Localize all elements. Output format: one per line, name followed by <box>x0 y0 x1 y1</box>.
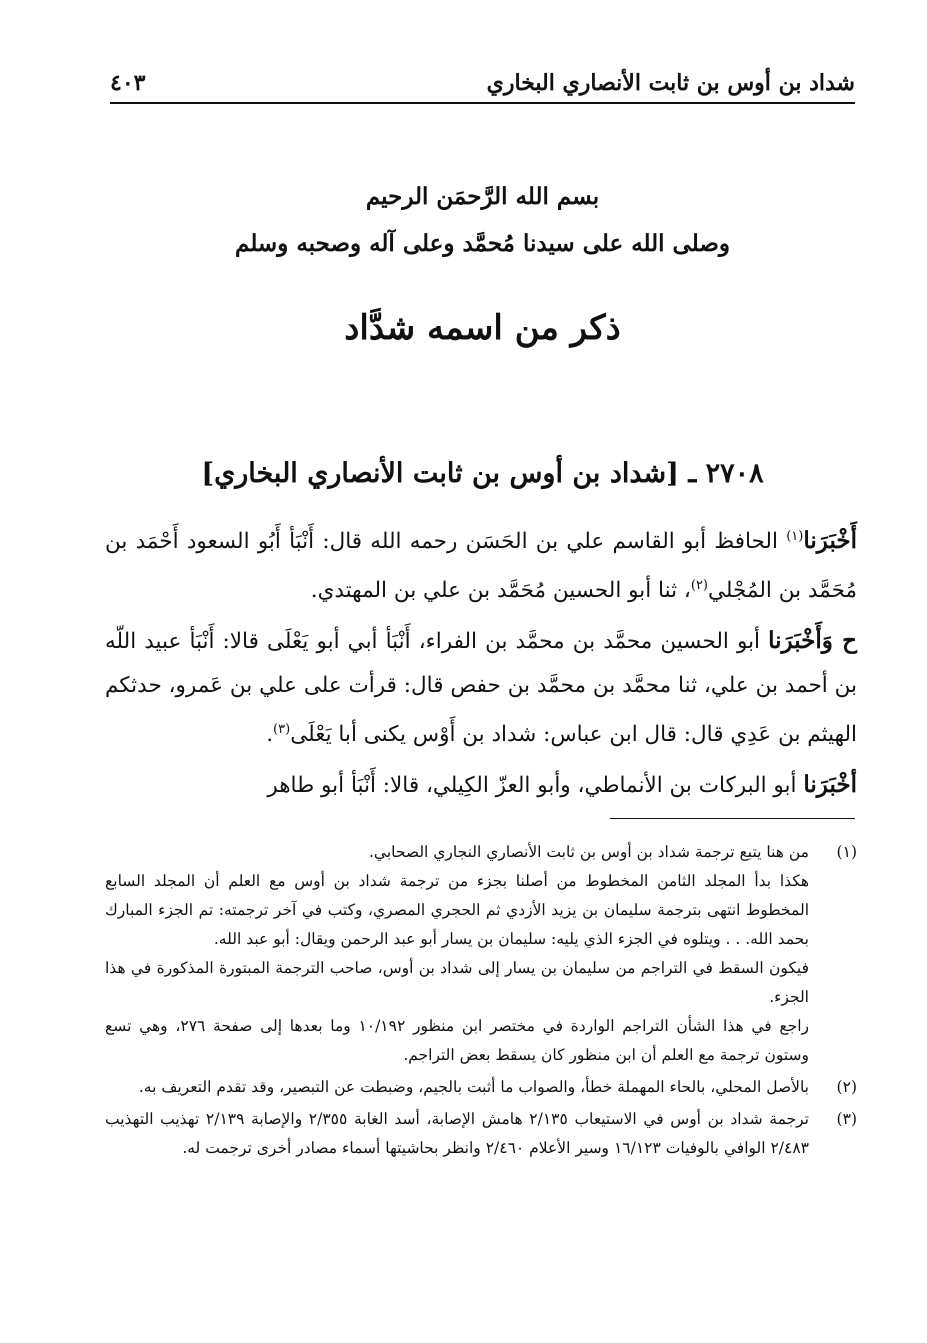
footnote-ref-2: (٢) <box>690 578 708 594</box>
page-number: ٤٠٣ <box>110 70 146 96</box>
footnote-1 <box>105 838 857 1070</box>
paragraph-1 <box>105 515 857 613</box>
paragraph-2-text-a: أبو الحسين محمَّد بن محمَّد بن الفراء، أَنْبَأ أبي أبو يَعْلَى قالا: أَنْبَأ عبيد اللّه بن أحمد بن علي، ثنا محمَّد بن محمَّد بن حفص قال: قرأت على علي بن عَمرو، حدثكم الهيثم بن عَدِي قال: قال ابن عباس: شداد بن أَوْس يكنى أبا يَعْلَى <box>105 629 857 748</box>
footnote-paragraph: هكذا بدأ المجلد الثامن المخطوط من أصلنا بجزء من ترجمة شداد بن أوس مع العلم أن المجلد السابع المخطوط انتهى بترجمة سليمان بن يزيد الأزدي ثم الحجري المصري، وكتب في آخر ترجمته: تم الجزء المبارك بحمد الله. . . ويتلوه في الجزء الذي يليه: سليمان بن يسار أبو عبد الرحمن ويقال: أبو عبد الله. <box>105 872 809 948</box>
paragraph-3 <box>105 763 857 808</box>
paragraph-1-text-a: الحافظ أبو القاسم علي بن الحَسَن رحمه الله قال: أَنْبَأ أَبُو السعود أَحْمَد بن مُحَمَّد بن المُجْلي <box>105 529 857 604</box>
blessing-line: وصلى الله على سيدنا مُحمَّد وعلى آله وصحبه وسلم <box>235 230 730 257</box>
paragraph-2-lead: ح وَأَخْبَرَنا <box>768 627 857 655</box>
footnotes <box>105 838 857 1166</box>
header-rule <box>110 102 855 104</box>
main-text <box>105 515 857 814</box>
footnote-ref-3: (٣) <box>273 722 291 738</box>
paragraph-1-lead: أَخْبَرَنا <box>803 527 857 555</box>
entry-title: ٢٧٠٨ ـ [شداد بن أوس بن ثابت الأنصاري البخاري] <box>201 458 764 489</box>
footnote-paragraph: راجع في هذا الشأن التراجم الواردة في مختصر ابن منظور ١٠/١٩٢ وما بعدها إلى صفحة ٢٧٦، وهي تسع وستون ترجمة مع العلم أن ابن منظور كان يسقط بعض التراجم. <box>105 1017 809 1064</box>
footnote-paragraph: من هنا يتبع ترجمة شداد بن أوس بن ثابت الأنصاري النجاري الصحابي. <box>368 843 809 861</box>
running-title: شداد بن أوس بن ثابت الأنصاري البخاري <box>486 70 855 96</box>
paragraph-3-lead: أخْبَرَنا <box>803 771 857 799</box>
footnote-number: (٣) <box>836 1110 857 1128</box>
footnote-paragraph: ترجمة شداد بن أوس في الاستيعاب ٢/١٣٥ هامش الإصابة، أسد الغابة ٢/٣٥٥ والإصابة ٢/١٣٩ تهذيب التهذيب ٢/٤٨٣ الوافي بالوفيات ١٦/١٢٣ وسير الأعلام ٢/٤٦٠ وانظر بحاشيتها أسماء مصادر أخرى ترجمت له. <box>105 1110 809 1157</box>
chapter-title: ذكر من اسمه شدَّاد <box>344 308 621 348</box>
paragraph-1-text-b: ، ثنا أبو الحسين مُحَمَّد بن علي بن المهتدي. <box>310 578 691 604</box>
footnote-separator <box>610 818 855 819</box>
footnote-ref-1: (١) <box>786 529 804 544</box>
basmala: بسم الله الرَّحمَن الرحيم <box>365 183 600 210</box>
footnote-number: (٢) <box>836 1078 857 1096</box>
paragraph-2 <box>105 619 857 757</box>
footnote-paragraph: بالأصل المحلي، بالحاء المهملة خطأ، والصواب ما أثبت بالجيم، وضبطت عن التبصير، وقد تقدم التعريف به. <box>138 1078 809 1096</box>
footnote-number: (١) <box>836 843 857 861</box>
footnote-3 <box>105 1105 857 1163</box>
footnote-paragraph: فيكون السقط في التراجم من سليمان بن يسار إلى شداد بن أوس، صاحب الترجمة المبتورة المذكورة في هذا الجزء. <box>105 959 809 1006</box>
paragraph-2-text-b: . <box>266 722 274 748</box>
running-header <box>110 62 855 104</box>
paragraph-3-text: أبو البركات بن الأنماطي، وأبو العزّ الكِيلي، قالا: أَنْبَأ أبو طاهر <box>267 773 804 799</box>
footnote-2 <box>105 1073 857 1102</box>
